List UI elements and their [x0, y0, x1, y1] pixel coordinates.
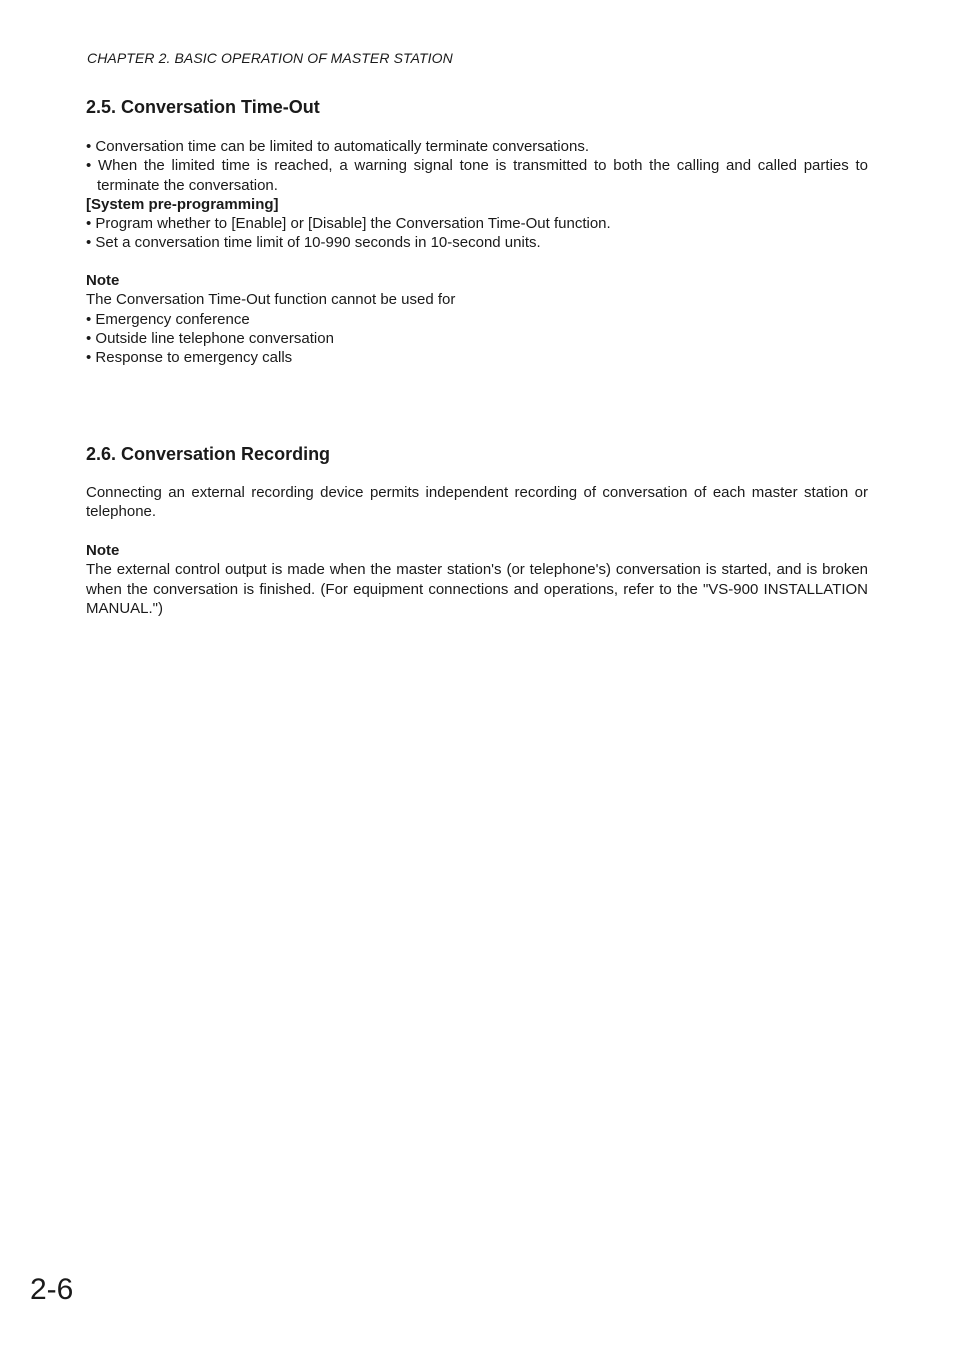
recording-note-label: Note [86, 542, 120, 559]
timeout-note-label: Note [86, 272, 120, 289]
preprogramming-label: [System pre-programming] [86, 195, 279, 213]
chapter-header: CHAPTER 2. BASIC OPERATION OF MASTER STATION [87, 50, 453, 66]
recording-note-text: The external control output is made when the master station's (or telephone's) conversation is started, and is broken when the conversation is finished. (For equipment connections and operations, refer to the "VS-900 INSTALLATION MANUAL.") [86, 561, 868, 617]
timeout-bullet-1: • Conversation time can be limited to automatically terminate conversations. [86, 138, 589, 155]
section-conversation-timeout [86, 96, 868, 118]
timeout-bullet-2: • When the limited time is reached, a warning signal tone is transmitted to both the calling and called parties to terminate the conversation. [86, 157, 868, 194]
recording-note [86, 541, 868, 618]
timeout-note-bullet-2: • Outside line telephone conversation [86, 329, 334, 347]
timeout-bullets [86, 137, 868, 253]
timeout-note [86, 271, 868, 367]
section-title-timeout: 2.5. Conversation Time-Out [86, 97, 320, 117]
section-title-recording: 2.6. Conversation Recording [86, 444, 331, 464]
timeout-note-intro: The Conversation Time-Out function cannot be used for [86, 291, 456, 309]
recording-body-text: Connecting an external recording device permits independent recording of conversation of each master station or telephone. [86, 484, 868, 521]
timeout-note-bullet-1: • Emergency conference [86, 310, 250, 328]
recording-body [86, 483, 868, 522]
page-number: 2-6 [30, 1273, 74, 1306]
preprogramming-bullet-2: • Set a conversation time limit of 10-990 seconds in 10-second units. [86, 234, 541, 252]
preprogramming-bullet-1: • Program whether to [Enable] or [Disable] the Conversation Time-Out function. [86, 215, 611, 233]
timeout-note-bullet-3: • Response to emergency calls [86, 349, 293, 367]
section-conversation-recording [86, 443, 868, 465]
